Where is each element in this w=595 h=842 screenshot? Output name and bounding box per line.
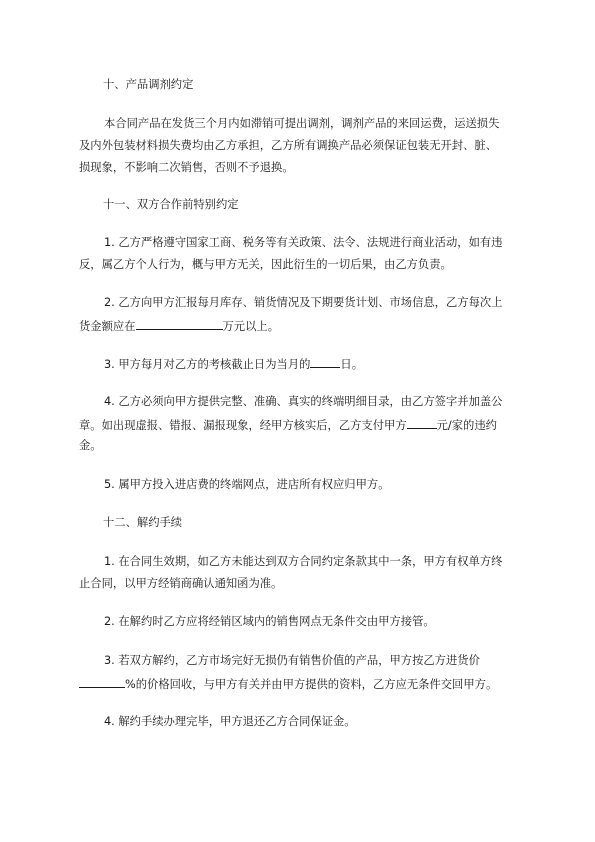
section-12-item-1-line: 1. 在合同生效期，如乙方未能达到双方合同约定条款其中一条，甲方有权单方终 [104, 555, 503, 568]
item-3-text: 日。 [340, 358, 364, 371]
section-12-item-3-line: 3. 若双方解约，乙方市场完好无损仍有销售价值的产品，甲方按乙方进货价 [104, 654, 480, 667]
section-12-item-1-line: 止合同，以甲方经销商确认通知函为准。 [79, 577, 283, 590]
section-11-item-3-line [104, 356, 595, 372]
penalty-blank [407, 417, 437, 429]
day-blank [310, 356, 340, 368]
section-11-item-2-line [79, 318, 595, 334]
item-4-text: 章。如出现虚报、错报、漏报现象，经甲方核实后，乙方支付甲方 [79, 419, 407, 432]
section-12-heading: 十二、解约手续 [103, 516, 183, 529]
section-11-item-2-line: 2. 乙方向甲方汇报每月库存、销货情况及下期要货计划、市场信息，乙方每次上 [104, 296, 503, 309]
item-3-text: 3. 甲方每月对乙方的考核截止日为当月的 [104, 358, 311, 371]
amount-blank [136, 318, 223, 330]
percent-blank [79, 676, 125, 688]
section-12-item-3-line [79, 676, 595, 692]
section-11-item-4-line: 4. 乙方必须向甲方提供完整、准确、真实的终端明细目录，由乙方签字并加盖公 [104, 395, 503, 408]
item-2-text: 万元以上。 [222, 320, 279, 333]
item-4-text: 元/家的违约 [436, 419, 497, 432]
section-11-item-1-line: 1. 乙方严格遵守国家工商、税务等有关政策、法令、法规进行商业活动，如有违 [104, 236, 503, 249]
section-11-item-4-line [79, 417, 595, 433]
section-12-item-2-line: 2. 在解约时乙方应将经销区域内的销售网点无条件交由甲方接管。 [104, 615, 435, 628]
item-2-text: 货金额应在 [79, 320, 136, 333]
section-11-item-5-line: 5. 属甲方投入进店费的终端网点，进店所有权应归甲方。 [104, 478, 390, 491]
section-10-heading: 十、产品调剂约定 [103, 78, 194, 91]
section-11-heading: 十一、双方合作前特别约定 [103, 198, 239, 211]
item-3-text: %的价格回收，与甲方有关并由甲方提供的资料，乙方应无条件交回甲方。 [125, 678, 498, 691]
section-12-item-4-line: 4. 解约手续办理完毕，甲方退还乙方合同保证金。 [104, 715, 356, 728]
section-11-item-4-line: 金。 [79, 439, 102, 452]
section-10-paragraph-line: 及内外包装材料损失费均由乙方承担，乙方所有调换产品必须保证包装无开封、脏、 [79, 139, 497, 152]
section-11-item-1-line: 反，属乙方个人行为，概与甲方无关，因此衍生的一切后果，由乙方负责。 [79, 258, 452, 271]
section-10-paragraph-line: 损现象，不影响二次销售，否则不予退换。 [79, 161, 294, 174]
section-10-paragraph-line: 本合同产品在发货三个月内如滞销可提出调剂，调剂产品的来回运费，运送损失 [104, 117, 500, 130]
